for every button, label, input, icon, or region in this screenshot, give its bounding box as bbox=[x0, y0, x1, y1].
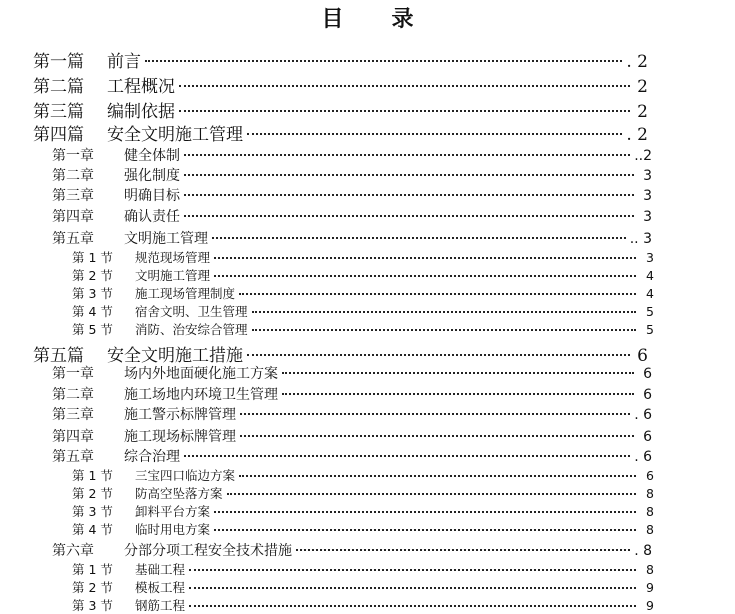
dot-leader bbox=[184, 447, 630, 461]
dot-leader bbox=[240, 427, 634, 441]
toc-entry-number: 第一章 bbox=[52, 148, 94, 164]
toc-entry-page: 3 bbox=[643, 209, 652, 225]
toc-entry-page: 8 bbox=[646, 486, 654, 501]
toc-entry-page: 9 bbox=[646, 598, 654, 613]
toc-entry-title: 三宝四口临边方案 bbox=[135, 468, 236, 483]
toc-entry-number: 第 2 节 bbox=[72, 268, 113, 283]
dot-leader bbox=[189, 562, 636, 575]
toc-entry-page: 6 bbox=[643, 366, 652, 382]
toc-entry-title: 文明施工管理 bbox=[135, 268, 211, 283]
toc-entry-title: 工程概况 bbox=[107, 77, 175, 97]
dot-leader bbox=[145, 50, 622, 67]
toc-entry-number: 第 3 节 bbox=[72, 504, 113, 519]
toc-entry-title: 宿舍文明、卫生管理 bbox=[135, 304, 248, 319]
dot-leader bbox=[252, 304, 636, 317]
toc-entry[interactable] bbox=[72, 302, 654, 320]
toc-entry-number: 第二章 bbox=[52, 387, 94, 403]
toc-entry-page: 9 bbox=[646, 580, 654, 595]
toc-entry-page: 3 bbox=[643, 168, 652, 184]
dot-leader bbox=[247, 123, 622, 140]
toc-entry-page: .. 3 bbox=[629, 231, 652, 247]
dot-leader bbox=[214, 504, 636, 517]
toc-entry-page: 8 bbox=[646, 504, 654, 519]
dot-leader bbox=[214, 522, 636, 535]
toc-entry-title: 前言 bbox=[107, 52, 141, 72]
dot-leader bbox=[184, 186, 634, 200]
dot-leader bbox=[184, 166, 634, 180]
toc-entry-page: 8 bbox=[646, 522, 654, 537]
toc-entry-page: . 6 bbox=[634, 449, 652, 465]
toc-entry[interactable] bbox=[52, 185, 652, 205]
toc-entry[interactable] bbox=[72, 266, 654, 284]
toc-entry-title: 健全体制 bbox=[124, 148, 180, 164]
dot-leader bbox=[179, 100, 630, 117]
toc-entry[interactable] bbox=[72, 596, 654, 614]
toc-entry-number: 第四篇 bbox=[33, 125, 84, 145]
toc-entry-number: 第一章 bbox=[52, 366, 94, 382]
toc-entry-number: 第 2 节 bbox=[72, 486, 113, 501]
toc-entry-number: 第五章 bbox=[52, 231, 94, 247]
toc-entry-title: 强化制度 bbox=[124, 168, 180, 184]
toc-entry-title: 防高空坠落方案 bbox=[135, 486, 223, 501]
toc-entry-number: 第 4 节 bbox=[72, 522, 113, 537]
toc-entry-number: 第 1 节 bbox=[72, 468, 113, 483]
toc-entry-title: 施工场地内环境卫生管理 bbox=[124, 387, 278, 403]
toc-entry[interactable] bbox=[52, 206, 652, 226]
toc-entry-page: 5 bbox=[646, 304, 654, 319]
toc-entry[interactable] bbox=[52, 446, 652, 466]
toc-entry[interactable] bbox=[72, 284, 654, 302]
toc-entry-page: ..2 bbox=[634, 148, 652, 164]
toc-entry-number: 第四章 bbox=[52, 429, 94, 445]
toc-entry-number: 第 1 节 bbox=[72, 250, 113, 265]
toc-entry-title: 施工现场管理制度 bbox=[135, 286, 236, 301]
dot-leader bbox=[212, 229, 626, 243]
dot-leader bbox=[282, 385, 634, 399]
toc-entry-title: 确认责任 bbox=[124, 209, 180, 225]
toc-entry-number: 第四章 bbox=[52, 209, 94, 225]
dot-leader bbox=[247, 344, 630, 361]
toc-entry-page: 6 bbox=[646, 468, 654, 483]
toc-entry[interactable] bbox=[72, 466, 654, 484]
toc-entry-number: 第 1 节 bbox=[72, 562, 113, 577]
dot-leader bbox=[239, 468, 636, 481]
toc-entry-page: 4 bbox=[646, 286, 654, 301]
toc-entry[interactable] bbox=[52, 145, 652, 165]
toc-entry-number: 第三篇 bbox=[33, 102, 84, 122]
toc-entry-page: 8 bbox=[646, 562, 654, 577]
toc-entry-page: 3 bbox=[643, 188, 652, 204]
toc-entry-number: 第三章 bbox=[52, 188, 94, 204]
toc-entry-number: 第一篇 bbox=[33, 52, 84, 72]
toc-entry[interactable] bbox=[52, 165, 652, 185]
toc-entry[interactable] bbox=[72, 320, 654, 338]
toc-entry-title: 临时用电方案 bbox=[135, 522, 211, 537]
toc-entry-number: 第二章 bbox=[52, 168, 94, 184]
toc-entry-title: 分部分项工程安全技术措施 bbox=[124, 543, 292, 559]
dot-leader bbox=[296, 541, 630, 555]
dot-leader bbox=[239, 286, 636, 299]
dot-leader bbox=[252, 322, 636, 335]
toc-entry[interactable] bbox=[52, 228, 652, 248]
toc-entry-number: 第五篇 bbox=[33, 346, 84, 366]
toc-entry-page: 6 bbox=[637, 346, 648, 366]
toc-entry-title: 施工现场标牌管理 bbox=[124, 429, 236, 445]
toc-entry-page: . 6 bbox=[634, 407, 652, 423]
dot-leader bbox=[184, 146, 630, 160]
toc-entry-number: 第 3 节 bbox=[72, 598, 113, 613]
toc-entry[interactable] bbox=[52, 540, 652, 560]
toc-heading-left: 目 bbox=[321, 6, 344, 32]
dot-leader bbox=[214, 268, 636, 281]
toc-entry[interactable] bbox=[72, 248, 654, 266]
toc-entry-title: 编制依据 bbox=[107, 102, 175, 122]
toc-entry-page: 3 bbox=[646, 250, 654, 265]
toc-entry-title: 明确目标 bbox=[124, 188, 180, 204]
toc-entry[interactable] bbox=[52, 384, 652, 404]
toc-entry[interactable] bbox=[52, 404, 652, 424]
toc-entry-title: 基础工程 bbox=[135, 562, 186, 577]
toc-entry-title: 消防、治安综合管理 bbox=[135, 322, 248, 337]
toc-entry-number: 第二篇 bbox=[33, 77, 84, 97]
toc-entry-number: 第 2 节 bbox=[72, 580, 113, 595]
toc-entry-title: 文明施工管理 bbox=[124, 231, 208, 247]
toc-entry-title: 综合治理 bbox=[124, 449, 180, 465]
toc-entry[interactable] bbox=[72, 484, 654, 502]
toc-entry-page: 6 bbox=[643, 387, 652, 403]
toc-entry[interactable] bbox=[33, 72, 648, 97]
dot-leader bbox=[214, 250, 636, 263]
dot-leader bbox=[189, 580, 636, 593]
toc-entry-title: 模板工程 bbox=[135, 580, 186, 595]
toc-entry[interactable] bbox=[72, 560, 654, 578]
toc-entry-number: 第五章 bbox=[52, 449, 94, 465]
toc-entry[interactable] bbox=[33, 97, 648, 122]
toc-entry[interactable] bbox=[72, 578, 654, 596]
toc-entry[interactable] bbox=[52, 363, 652, 383]
toc-entry-page: 2 bbox=[637, 102, 648, 122]
toc-entry-title: 安全文明施工措施 bbox=[107, 346, 243, 366]
toc-entry-page: 5 bbox=[646, 322, 654, 337]
dot-leader bbox=[282, 364, 634, 378]
toc-entry-title: 施工警示标牌管理 bbox=[124, 407, 236, 423]
toc-entry-page: 6 bbox=[643, 429, 652, 445]
toc-entry-title: 安全文明施工管理 bbox=[107, 125, 243, 145]
toc-entry-number: 第 5 节 bbox=[72, 322, 113, 337]
toc-entry-number: 第 4 节 bbox=[72, 304, 113, 319]
dot-leader bbox=[184, 207, 634, 221]
dot-leader bbox=[189, 598, 636, 611]
toc-entry-title: 场内外地面硬化施工方案 bbox=[124, 366, 278, 382]
toc-entry-number: 第三章 bbox=[52, 407, 94, 423]
toc-heading-right: 录 bbox=[391, 6, 414, 32]
toc-entry[interactable] bbox=[33, 47, 648, 72]
toc-entry[interactable] bbox=[52, 426, 652, 446]
toc-entry[interactable] bbox=[72, 520, 654, 538]
dot-leader bbox=[179, 75, 630, 92]
toc-entry-page: 4 bbox=[646, 268, 654, 283]
toc-entry-number: 第 3 节 bbox=[72, 286, 113, 301]
toc-entry-page: . 8 bbox=[634, 543, 652, 559]
toc-entry-page: . 2 bbox=[626, 125, 648, 145]
toc-entry-page: 2 bbox=[637, 77, 648, 97]
toc-entry-title: 规范现场管理 bbox=[135, 250, 211, 265]
toc-entry-page: . 2 bbox=[626, 52, 648, 72]
toc-entry-number: 第六章 bbox=[52, 543, 94, 559]
toc-entry[interactable] bbox=[33, 120, 648, 145]
dot-leader bbox=[227, 486, 636, 499]
toc-entry-title: 卸料平台方案 bbox=[135, 504, 211, 519]
toc-entry[interactable] bbox=[72, 502, 654, 520]
dot-leader bbox=[240, 405, 630, 419]
toc-entry-title: 钢筋工程 bbox=[135, 598, 186, 613]
